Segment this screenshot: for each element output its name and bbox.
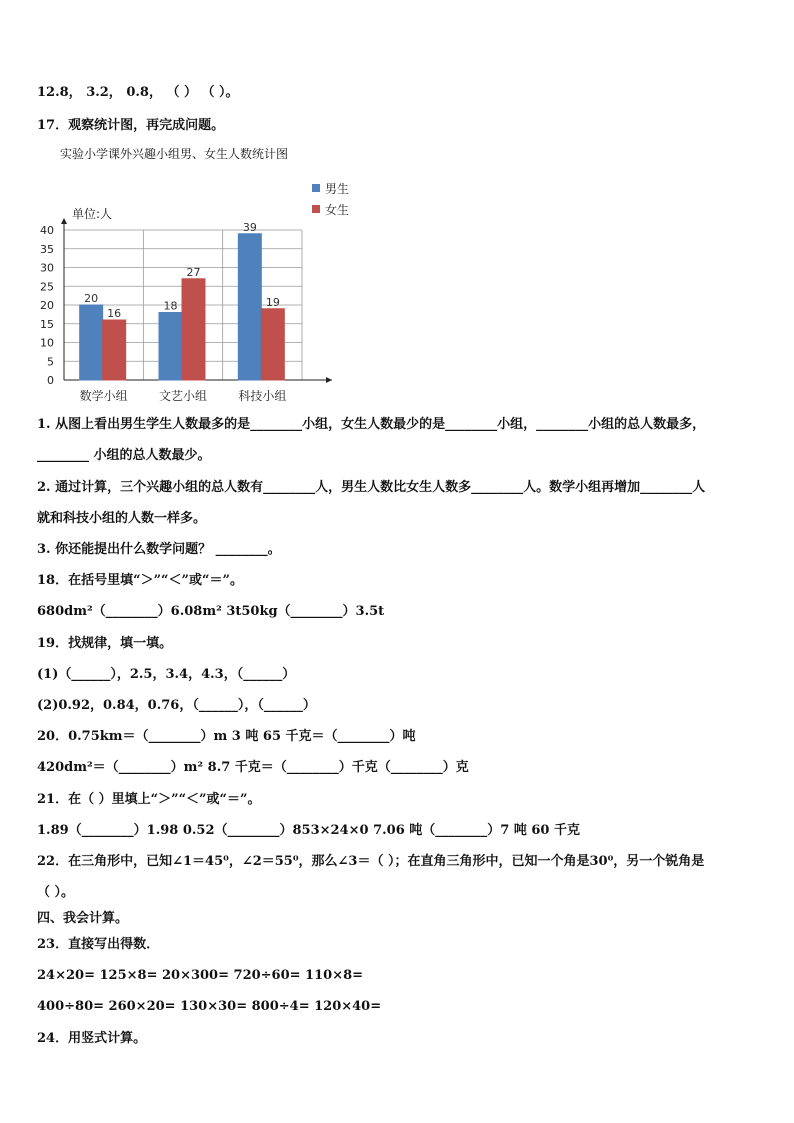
bar-boys <box>80 305 103 380</box>
text-line: 1. 从图上看出男生学生人数最多的是________小组，女生人数最少的是________小组，________小组的总人数最多， <box>37 417 706 432</box>
y-tick-label: 20 <box>40 299 54 312</box>
y-axis-arrow <box>61 218 67 224</box>
y-tick-label: 25 <box>40 280 54 294</box>
bar-boys <box>238 234 261 380</box>
y-tick-label: 0 <box>47 374 54 387</box>
text-line: 18．在括号里填“＞”“＜”或“＝”。 <box>37 573 243 588</box>
data-label: 18 <box>163 299 178 313</box>
x-axis-arrow <box>326 377 332 383</box>
text-line: 21．在（ ）里填上“＞”“＜”或“＝”。 <box>37 792 261 807</box>
text-line: ________ 小组的总人数最少。 <box>37 448 211 463</box>
x-tick-label: 文艺小组 <box>158 389 208 403</box>
legend-swatch <box>312 184 320 192</box>
chart-title: 实验小学课外兴趣小组男、女生人数统计图 <box>60 147 289 161</box>
data-label: 19 <box>265 295 280 309</box>
text-line: 23．直接写出得数． <box>37 937 160 952</box>
text-line: (1)（______），2.5，3.4，4.3，（______） <box>37 667 296 682</box>
y-tick-label: 15 <box>40 317 54 331</box>
y-tick-label: 10 <box>40 336 54 350</box>
text-line: 20．0.75km＝（________）m 3 吨 65 千克＝（________）吨 <box>37 729 416 744</box>
bar-chart <box>30 178 390 408</box>
bar-girls <box>103 320 126 380</box>
text-line: 四、我会计算。 <box>37 911 129 926</box>
bar-boys <box>159 313 182 381</box>
y-tick-label: 5 <box>47 355 54 369</box>
unit-label: 单位:人 <box>72 207 113 221</box>
text-line: 24×20= 125×8= 20×300= 720÷60= 110×8= <box>37 968 364 983</box>
y-tick-label: 40 <box>40 224 54 237</box>
text-line: 17．观察统计图，再完成问题。 <box>37 118 225 133</box>
text-line: （ ）。 <box>37 885 75 900</box>
text-line: 19．找规律，填一填。 <box>37 636 173 651</box>
text-line: 680dm²（________）6.08m² 3t50kg（________）3.5t <box>37 604 385 619</box>
data-label: 16 <box>107 307 122 320</box>
text-line: 就和科技小组的人数一样多。 <box>37 511 207 526</box>
data-label: 27 <box>186 265 201 279</box>
text-line: 24．用竖式计算。 <box>37 1031 147 1046</box>
legend-label: 男生 <box>325 182 350 196</box>
y-tick-label: 35 <box>40 242 54 256</box>
text-line: 3. 你还能提出什么数学问题？ ________。 <box>37 542 281 557</box>
text-line: 420dm²＝（________）m² 8.7 千克＝（________）千克（________）克 <box>37 760 469 775</box>
text-line: 400÷80= 260×20= 130×30= 800÷4= 120×40= <box>37 999 382 1014</box>
legend-swatch <box>312 205 320 213</box>
bar-girls <box>261 309 284 380</box>
y-tick-label: 30 <box>40 261 54 275</box>
legend-label: 女生 <box>325 203 350 217</box>
text-line: 1.89（________）1.98 0.52（________）853×24×0 7.06 吨（________）7 吨 60 千克 <box>37 823 580 838</box>
text-line: (2)0.92，0.84，0.76，（______），（______） <box>37 698 316 713</box>
data-label: 39 <box>242 220 257 234</box>
text-line: 12.8， 3.2， 0.8， （ ） （ ）。 <box>37 85 239 100</box>
text-line: 2. 通过计算，三个兴趣小组的总人数有________人，男生人数比女生人数多________人。数学小组再增加________人 <box>37 480 706 495</box>
data-label: 20 <box>84 292 99 305</box>
text-line: 22．在三角形中，已知∠1＝45⁰，∠2＝55⁰，那么∠3＝（ ）；在直角三角形中，已知一个角是30⁰，另一个锐角是 <box>37 854 705 869</box>
x-tick-label: 科技小组 <box>238 389 287 403</box>
bar-girls <box>182 279 205 380</box>
x-tick-label: 数学小组 <box>79 389 128 403</box>
